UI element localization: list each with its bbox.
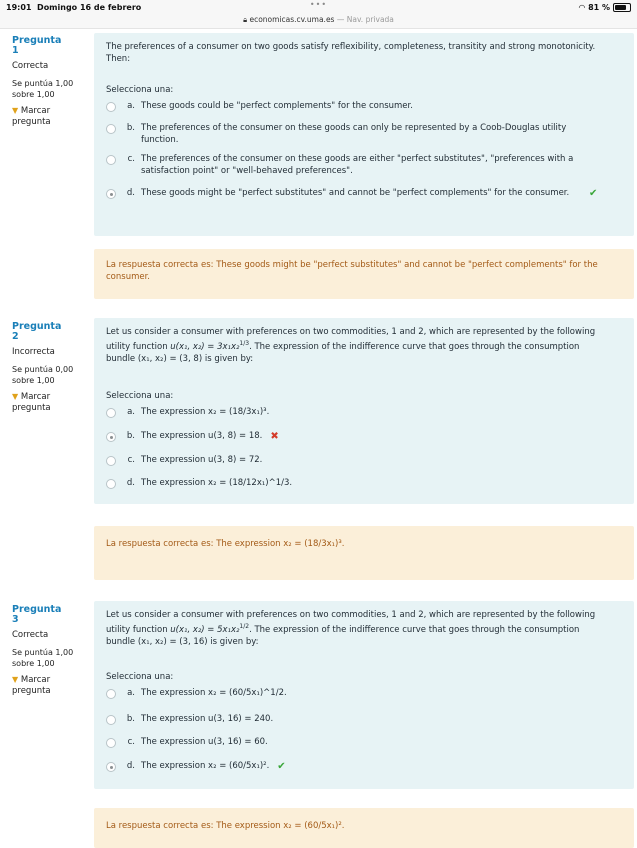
question-info bbox=[12, 322, 80, 414]
radio-button[interactable] bbox=[106, 408, 116, 418]
correct-answer-text: La respuesta correcta es: The expression x₂ = (18/3x₁)³. bbox=[106, 539, 345, 549]
correct-answer-text: La respuesta correcta es: These goods might be "perfect substitutes" and cannot be "perfect complements" for the consumer. bbox=[106, 260, 598, 282]
answer-option-selected[interactable]: b. The expression u(3, 8) = 18. ✖ bbox=[106, 431, 621, 443]
radio-button[interactable] bbox=[106, 155, 116, 165]
tab-dots[interactable]: ••• bbox=[309, 0, 328, 9]
question-text: The preferences of a consumer on two goods satisfy reflexibility, completeness, transitity and strong monotonicity. Then: bbox=[106, 42, 596, 64]
feedback-box bbox=[94, 808, 634, 848]
question-info bbox=[12, 605, 80, 697]
select-prompt: Selecciona una: bbox=[106, 391, 174, 401]
radio-button[interactable] bbox=[106, 689, 116, 699]
question-grade: Se puntúa 0,00 sobre 1,00 bbox=[12, 364, 74, 385]
radio-button-checked[interactable] bbox=[106, 432, 116, 442]
select-prompt: Selecciona una: bbox=[106, 672, 174, 682]
question-grade: Se puntúa 1,00 sobre 1,00 bbox=[12, 78, 74, 99]
flag-icon: ▼ bbox=[12, 674, 19, 684]
question-state: Correcta bbox=[12, 61, 49, 71]
question-content bbox=[94, 33, 634, 236]
question-text: Let us consider a consumer with preferences on two commodities, 1 and 2, which are represented by the following utility function u(x₁, x₂) = 3x₁x₂$^{1/3}$. The expression of the indifference curve that goes through the consumption bundle (x₁, x₂) = (3, 8) is given by: bbox=[106, 327, 596, 364]
radio-button[interactable] bbox=[106, 456, 116, 466]
answer-option[interactable]: b. The preferences of the consumer on these goods can only be represented by a Coob-Douglas utility function. bbox=[106, 123, 621, 146]
select-prompt: Selecciona una: bbox=[106, 85, 174, 95]
url-bar[interactable]: 🔒︎ economicas.cv.uma.es — Nav. privada bbox=[243, 15, 394, 24]
question-label: Pregunta 3 bbox=[12, 604, 62, 625]
question-info bbox=[12, 36, 80, 128]
question-label: Pregunta 2 bbox=[12, 321, 62, 342]
correct-answer-text: La respuesta correcta es: The expression x₂ = (60/5x₁)². bbox=[106, 821, 345, 831]
answer-option[interactable]: a. The expression x₂ = (60/5x₁)^1/2. bbox=[106, 688, 621, 700]
question-text: Let us consider a consumer with preferences on two commodities, 1 and 2, which are represented by the following utility function u(x₁, x₂) = 5x₁x₂$^{1/2}$. The expression of the indifference curve that goes through the consumption bundle (x₁, x₂) = (3, 16) is given by: bbox=[106, 610, 596, 647]
radio-button[interactable] bbox=[106, 715, 116, 725]
answer-option[interactable]: c. The expression u(3, 16) = 60. bbox=[106, 737, 621, 749]
correct-check-icon: ✔ bbox=[277, 761, 286, 772]
answer-option[interactable]: d. The expression x₂ = (18/12x₁)^1/3. bbox=[106, 478, 621, 490]
wifi-icon: ◠ bbox=[578, 3, 586, 12]
incorrect-cross-icon: ✖ bbox=[270, 431, 279, 442]
question-content bbox=[94, 318, 634, 504]
flag-question-button[interactable]: ▼ Marcar pregunta bbox=[12, 391, 51, 413]
feedback-box bbox=[94, 249, 634, 299]
correct-check-icon: ✔ bbox=[589, 188, 598, 199]
answer-option[interactable]: c. The preferences of the consumer on these goods are either "perfect substitutes", "preferences with a satisfaction point" or "well-behaved preferences". bbox=[106, 154, 621, 177]
answer-option-selected[interactable]: d. These goods might be "perfect substitutes" and cannot be "perfect complements" for the consumer. ✔ bbox=[106, 188, 621, 200]
answer-option[interactable]: c. The expression u(3, 8) = 72. bbox=[106, 455, 621, 467]
battery-icon bbox=[613, 3, 631, 12]
lock-icon: 🔒︎ bbox=[243, 15, 248, 24]
status-bar bbox=[0, 0, 637, 29]
question-content bbox=[94, 601, 634, 789]
radio-button[interactable] bbox=[106, 102, 116, 112]
answer-option[interactable]: a. These goods could be "perfect complements" for the consumer. bbox=[106, 101, 621, 113]
question-state: Incorrecta bbox=[12, 347, 55, 357]
radio-button-checked[interactable] bbox=[106, 189, 116, 199]
question-label: Pregunta 1 bbox=[12, 35, 62, 56]
radio-button[interactable] bbox=[106, 479, 116, 489]
flag-icon: ▼ bbox=[12, 391, 19, 401]
radio-button-checked[interactable] bbox=[106, 762, 116, 772]
feedback-box bbox=[94, 526, 634, 580]
status-time: 19:01 Domingo 16 de febrero bbox=[6, 3, 142, 12]
answer-option-selected[interactable]: d. The expression x₂ = (60/5x₁)². ✔ bbox=[106, 761, 621, 773]
status-indicators: ◠ 81 % bbox=[579, 3, 631, 12]
answer-option[interactable]: a. The expression x₂ = (18/3x₁)³. bbox=[106, 407, 621, 419]
answer-option[interactable]: b. The expression u(3, 16) = 240. bbox=[106, 714, 621, 726]
radio-button[interactable] bbox=[106, 124, 116, 134]
flag-question-button[interactable]: ▼ Marcar pregunta bbox=[12, 105, 51, 127]
radio-button[interactable] bbox=[106, 738, 116, 748]
flag-icon: ▼ bbox=[12, 105, 19, 115]
question-state: Correcta bbox=[12, 630, 49, 640]
flag-question-button[interactable]: ▼ Marcar pregunta bbox=[12, 674, 51, 696]
question-grade: Se puntúa 1,00 sobre 1,00 bbox=[12, 647, 74, 668]
